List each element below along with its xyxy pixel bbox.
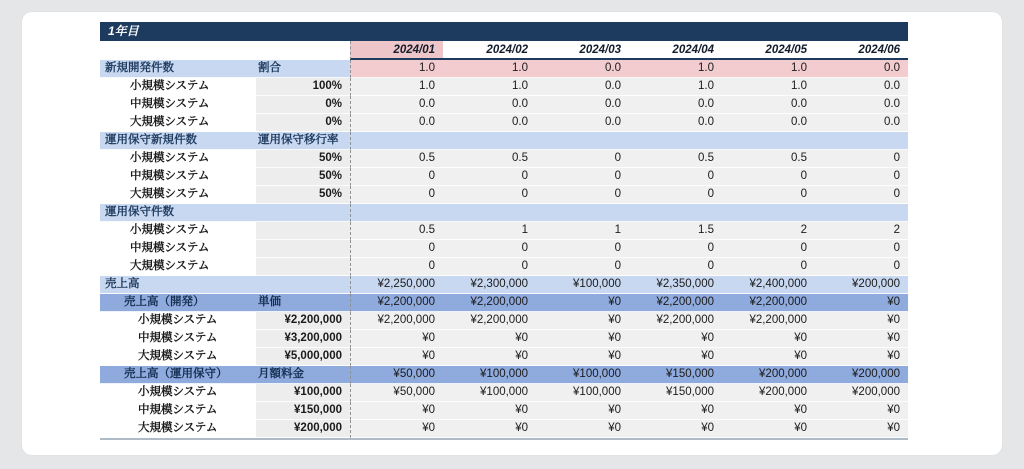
value-cell[interactable]: 0 — [536, 258, 629, 276]
value-cell[interactable]: 0.0 — [815, 114, 908, 132]
value-cell[interactable]: ¥0 — [815, 312, 908, 330]
value-cell[interactable]: ¥0 — [536, 330, 629, 348]
row-label-cell[interactable]: 運用保守件数 — [100, 204, 256, 222]
table-row — [100, 78, 908, 96]
value-cell[interactable]: 0.5 — [722, 150, 815, 168]
table-row — [100, 294, 908, 312]
value-cell[interactable]: ¥2,400,000 — [722, 276, 815, 294]
value-cell[interactable]: 0 — [815, 186, 908, 204]
value-cell[interactable]: 0.5 — [350, 222, 443, 240]
value-cell[interactable]: ¥200,000 — [815, 366, 908, 384]
value-cell[interactable]: 1.0 — [443, 78, 536, 96]
spreadsheet-grid — [100, 41, 908, 440]
row-param-cell[interactable]: 割合 — [256, 60, 350, 78]
row-label-cell[interactable]: 中規模システム — [100, 240, 256, 258]
table-row — [100, 402, 908, 420]
value-cell[interactable]: 0.0 — [350, 96, 443, 114]
value-cell[interactable]: 1.0 — [443, 60, 536, 78]
row-param-cell[interactable]: 運用保守移行率 — [256, 132, 350, 150]
value-cell[interactable]: 1.5 — [629, 222, 722, 240]
row-param-cell[interactable]: 0% — [256, 96, 350, 114]
month-header-cell[interactable]: 2024/03 — [536, 41, 629, 60]
row-param-cell[interactable]: 0% — [256, 114, 350, 132]
value-cell[interactable]: 0.5 — [350, 150, 443, 168]
value-cell[interactable]: ¥2,200,000 — [443, 294, 536, 312]
value-cell[interactable]: 0.0 — [815, 60, 908, 78]
year-title-cell[interactable] — [100, 22, 908, 41]
value-cell[interactable]: ¥0 — [629, 420, 722, 438]
value-cell[interactable]: 0.0 — [815, 78, 908, 96]
value-cell[interactable]: ¥0 — [629, 330, 722, 348]
value-cell[interactable]: ¥150,000 — [629, 384, 722, 402]
value-cell[interactable]: ¥0 — [350, 420, 443, 438]
value-cell[interactable]: ¥0 — [350, 330, 443, 348]
row-label-cell[interactable]: 中規模システム — [100, 96, 256, 114]
header-spacer-cell — [256, 41, 350, 60]
table-row — [100, 204, 908, 222]
row-label-cell[interactable]: 大規模システム — [100, 258, 256, 276]
value-cell[interactable]: 1.0 — [350, 78, 443, 96]
row-param-cell[interactable]: 50% — [256, 186, 350, 204]
value-cell[interactable]: 0 — [350, 258, 443, 276]
value-cell[interactable] — [722, 204, 815, 222]
value-cell[interactable]: 0 — [722, 258, 815, 276]
row-label-cell[interactable]: 小規模システム — [100, 150, 256, 168]
value-cell[interactable]: 1.0 — [629, 78, 722, 96]
table-row — [100, 420, 908, 438]
value-cell[interactable]: ¥150,000 — [629, 366, 722, 384]
value-cell[interactable] — [536, 204, 629, 222]
row-param-cell[interactable] — [256, 204, 350, 222]
value-cell[interactable] — [536, 132, 629, 150]
value-cell[interactable]: 0.0 — [815, 96, 908, 114]
row-param-cell[interactable] — [256, 276, 350, 294]
value-cell[interactable]: ¥200,000 — [722, 384, 815, 402]
value-cell[interactable]: ¥2,200,000 — [350, 294, 443, 312]
value-cell[interactable]: ¥0 — [536, 420, 629, 438]
value-cell[interactable] — [722, 132, 815, 150]
value-cell[interactable]: ¥200,000 — [815, 384, 908, 402]
row-label-cell[interactable]: 小規模システム — [100, 384, 256, 402]
value-cell[interactable]: ¥0 — [722, 402, 815, 420]
value-cell[interactable]: 0.0 — [536, 60, 629, 78]
value-cell[interactable]: 0 — [815, 150, 908, 168]
projection-table — [100, 22, 908, 440]
value-cell[interactable]: 0 — [815, 240, 908, 258]
month-header-cell[interactable]: 2024/04 — [629, 41, 722, 60]
row-label-cell[interactable]: 中規模システム — [100, 330, 256, 348]
value-cell[interactable]: 0 — [443, 240, 536, 258]
value-cell[interactable]: 0 — [536, 168, 629, 186]
value-cell[interactable]: ¥50,000 — [350, 384, 443, 402]
value-cell[interactable] — [443, 204, 536, 222]
row-label-cell[interactable]: 大規模システム — [100, 114, 256, 132]
value-cell[interactable]: 0 — [536, 150, 629, 168]
value-cell[interactable]: ¥2,200,000 — [722, 312, 815, 330]
value-cell[interactable]: ¥200,000 — [722, 366, 815, 384]
value-cell[interactable]: ¥0 — [443, 402, 536, 420]
value-cell[interactable]: 0 — [443, 168, 536, 186]
table-row — [100, 60, 908, 78]
value-cell[interactable]: ¥0 — [629, 402, 722, 420]
value-cell[interactable]: ¥0 — [443, 330, 536, 348]
value-cell[interactable]: 0 — [722, 240, 815, 258]
row-label-cell[interactable]: 中規模システム — [100, 402, 256, 420]
row-param-cell[interactable] — [256, 240, 350, 258]
value-cell[interactable]: ¥2,350,000 — [629, 276, 722, 294]
value-cell[interactable]: ¥0 — [815, 348, 908, 366]
row-label-cell[interactable]: 売上高 — [100, 276, 256, 294]
row-label-cell[interactable]: 大規模システム — [100, 348, 256, 366]
value-cell[interactable]: ¥0 — [350, 402, 443, 420]
value-cell[interactable]: ¥50,000 — [350, 366, 443, 384]
row-param-cell[interactable]: 月額料金 — [256, 366, 350, 384]
table-row — [100, 348, 908, 366]
value-cell[interactable]: ¥200,000 — [815, 276, 908, 294]
value-cell[interactable]: 1.0 — [722, 60, 815, 78]
month-header-cell[interactable]: 2024/06 — [815, 41, 908, 60]
value-cell[interactable]: ¥0 — [629, 348, 722, 366]
value-cell[interactable]: 0 — [629, 168, 722, 186]
row-label-cell[interactable]: 売上高（開発） — [100, 294, 256, 312]
value-cell[interactable]: 0.0 — [629, 96, 722, 114]
value-cell[interactable]: 0 — [536, 186, 629, 204]
row-param-cell[interactable]: ¥100,000 — [256, 384, 350, 402]
value-cell[interactable]: 1.0 — [722, 78, 815, 96]
header-spacer-cell — [100, 41, 256, 60]
value-cell[interactable]: 0.5 — [629, 150, 722, 168]
value-cell[interactable]: 0.0 — [443, 96, 536, 114]
row-label-cell[interactable]: 運用保守新規件数 — [100, 132, 256, 150]
table-row — [100, 330, 908, 348]
table-row — [100, 384, 908, 402]
row-param-cell[interactable]: 50% — [256, 150, 350, 168]
value-cell[interactable]: ¥100,000 — [536, 366, 629, 384]
value-cell[interactable]: ¥100,000 — [443, 384, 536, 402]
value-cell[interactable]: ¥0 — [815, 402, 908, 420]
value-cell[interactable]: 0.0 — [629, 114, 722, 132]
value-cell[interactable]: ¥0 — [350, 348, 443, 366]
row-label-cell[interactable]: 小規模システム — [100, 222, 256, 240]
value-cell[interactable]: 0.0 — [443, 114, 536, 132]
value-cell[interactable]: 0 — [815, 168, 908, 186]
value-cell[interactable]: 0 — [350, 168, 443, 186]
value-cell[interactable]: ¥0 — [536, 348, 629, 366]
table-row — [100, 312, 908, 330]
value-cell[interactable]: 0.5 — [443, 150, 536, 168]
value-cell[interactable]: ¥0 — [443, 348, 536, 366]
value-cell[interactable]: ¥2,200,000 — [722, 294, 815, 312]
table-row — [100, 258, 908, 276]
row-label-cell[interactable]: 売上高（運用保守） — [100, 366, 256, 384]
row-param-cell[interactable] — [256, 222, 350, 240]
value-cell[interactable]: 0 — [350, 186, 443, 204]
table-row — [100, 132, 908, 150]
value-cell[interactable]: ¥100,000 — [443, 366, 536, 384]
row-label-cell[interactable]: 大規模システム — [100, 186, 256, 204]
table-row — [100, 150, 908, 168]
row-label-cell[interactable]: 大規模システム — [100, 420, 256, 438]
value-cell[interactable]: ¥0 — [815, 330, 908, 348]
value-cell[interactable]: ¥2,200,000 — [350, 312, 443, 330]
value-cell[interactable]: 0.0 — [536, 78, 629, 96]
value-cell[interactable]: ¥2,250,000 — [350, 276, 443, 294]
row-param-cell[interactable]: ¥3,200,000 — [256, 330, 350, 348]
value-cell[interactable]: 0 — [722, 168, 815, 186]
value-cell[interactable]: 2 — [815, 222, 908, 240]
month-header-cell[interactable]: 2024/05 — [722, 41, 815, 60]
value-cell[interactable]: 0 — [629, 186, 722, 204]
year-title: 1年目 — [108, 24, 139, 38]
row-param-cell[interactable]: ¥200,000 — [256, 420, 350, 438]
row-param-cell[interactable]: ¥5,000,000 — [256, 348, 350, 366]
table-row — [100, 222, 908, 240]
month-header-row — [100, 41, 908, 60]
value-cell[interactable] — [629, 132, 722, 150]
value-cell[interactable] — [815, 132, 908, 150]
value-cell[interactable]: ¥0 — [722, 330, 815, 348]
value-cell[interactable]: ¥100,000 — [536, 384, 629, 402]
table-row — [100, 240, 908, 258]
value-cell[interactable]: 1.0 — [629, 60, 722, 78]
month-header-cell[interactable]: 2024/01 — [350, 41, 443, 60]
value-cell[interactable]: 1.0 — [350, 60, 443, 78]
value-cell[interactable]: ¥0 — [722, 348, 815, 366]
value-cell[interactable]: ¥0 — [815, 420, 908, 438]
table-row — [100, 96, 908, 114]
value-cell[interactable]: 0.0 — [536, 96, 629, 114]
value-cell[interactable] — [443, 132, 536, 150]
value-cell[interactable]: ¥0 — [536, 312, 629, 330]
value-cell[interactable] — [815, 204, 908, 222]
value-cell[interactable]: 0.0 — [722, 96, 815, 114]
table-row — [100, 168, 908, 186]
table-row — [100, 366, 908, 384]
row-param-cell[interactable]: ¥2,200,000 — [256, 312, 350, 330]
row-param-cell[interactable]: 50% — [256, 168, 350, 186]
value-cell[interactable]: 0 — [629, 240, 722, 258]
value-cell[interactable] — [629, 204, 722, 222]
value-cell[interactable]: ¥0 — [815, 294, 908, 312]
table-row — [100, 276, 908, 294]
value-cell[interactable]: ¥2,300,000 — [443, 276, 536, 294]
row-label-cell[interactable]: 小規模システム — [100, 78, 256, 96]
row-label-cell[interactable]: 小規模システム — [100, 312, 256, 330]
value-cell[interactable]: ¥0 — [443, 420, 536, 438]
value-cell[interactable]: ¥0 — [536, 294, 629, 312]
value-cell[interactable]: ¥0 — [536, 402, 629, 420]
value-cell[interactable]: 2 — [722, 222, 815, 240]
sheet-card — [22, 12, 1002, 455]
value-cell[interactable]: ¥2,200,000 — [443, 312, 536, 330]
row-param-cell[interactable]: 単価 — [256, 294, 350, 312]
row-param-cell[interactable] — [256, 258, 350, 276]
value-cell[interactable]: 0.0 — [722, 114, 815, 132]
value-cell[interactable]: 0.0 — [350, 114, 443, 132]
value-cell[interactable]: 1 — [443, 222, 536, 240]
value-cell[interactable]: 0.0 — [536, 114, 629, 132]
value-cell[interactable]: 0 — [536, 240, 629, 258]
value-cell[interactable]: 1 — [536, 222, 629, 240]
value-cell[interactable]: ¥2,200,000 — [629, 312, 722, 330]
row-param-cell[interactable]: 100% — [256, 78, 350, 96]
month-header-cell[interactable]: 2024/02 — [443, 41, 536, 60]
value-cell[interactable]: ¥100,000 — [536, 276, 629, 294]
value-cell[interactable]: 0 — [443, 186, 536, 204]
row-label-cell[interactable]: 新規開発件数 — [100, 60, 256, 78]
value-cell[interactable] — [350, 132, 443, 150]
value-cell[interactable]: 0 — [629, 258, 722, 276]
value-cell[interactable]: 0 — [350, 240, 443, 258]
table-row — [100, 114, 908, 132]
table-row — [100, 186, 908, 204]
value-cell[interactable]: ¥0 — [722, 420, 815, 438]
value-cell[interactable]: ¥2,200,000 — [629, 294, 722, 312]
value-cell[interactable] — [350, 204, 443, 222]
value-cell[interactable]: 0 — [815, 258, 908, 276]
row-label-cell[interactable]: 中規模システム — [100, 168, 256, 186]
value-cell[interactable]: 0 — [443, 258, 536, 276]
value-cell[interactable]: 0 — [722, 186, 815, 204]
row-param-cell[interactable]: ¥150,000 — [256, 402, 350, 420]
